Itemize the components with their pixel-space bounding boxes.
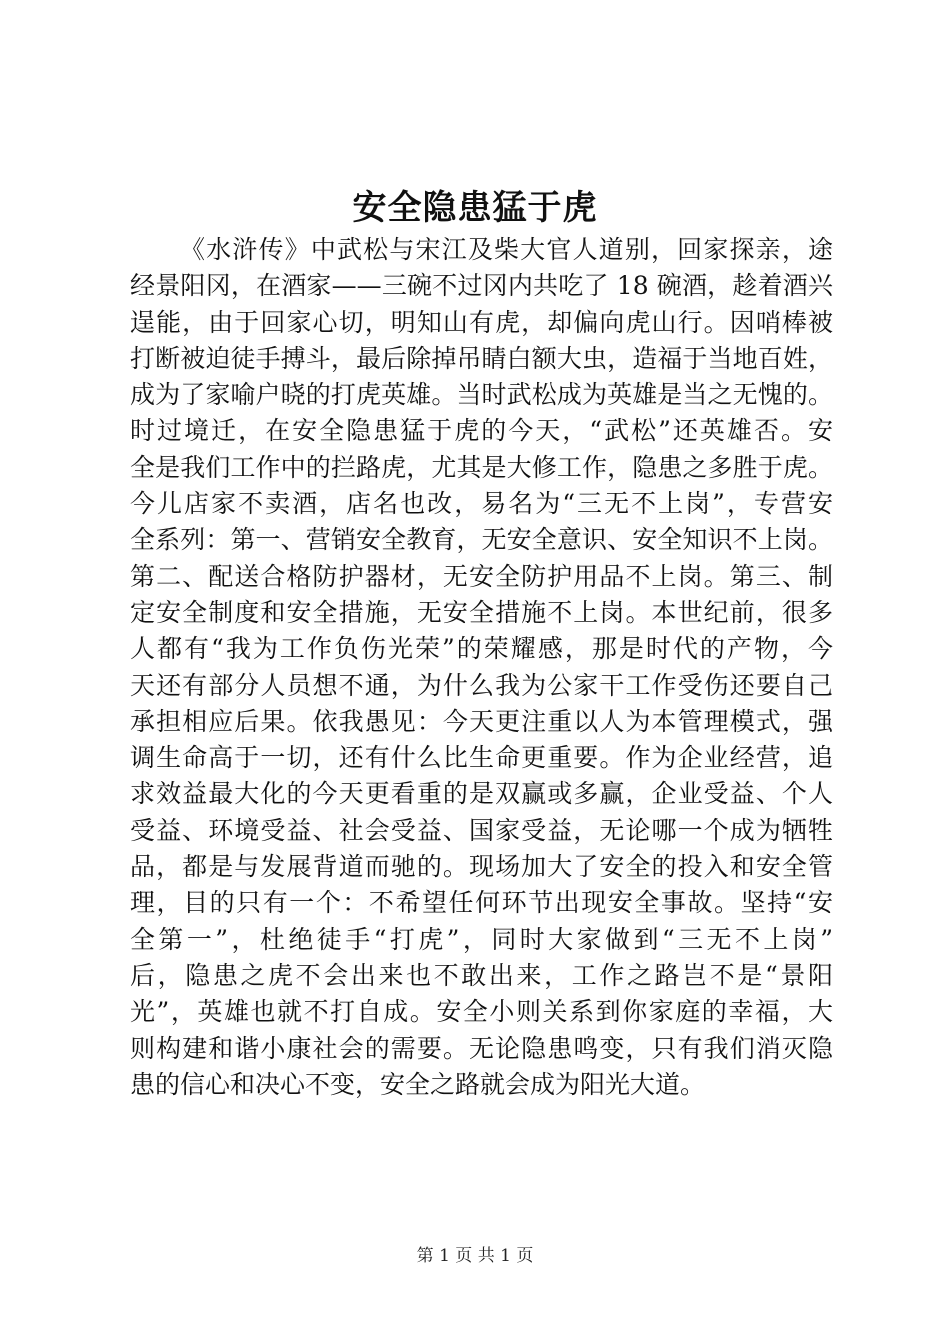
body-line: 全第一”，杜绝徒手“打虎”，同时大家做到“三无不上岗” xyxy=(130,924,833,954)
body-line: 光”，英雄也就不打自成。安全小则关系到你家庭的幸福，大 xyxy=(130,997,833,1027)
body-line: 后，隐患之虎不会出来也不敢出来，工作之路岂不是“景阳 xyxy=(130,960,833,990)
page-footer: 第 1 页 共 1 页 xyxy=(416,1246,534,1266)
body-line: 逞能，由于回家心切，明知山有虎，却偏向虎山行。因哨棒被 xyxy=(130,307,833,337)
body-line: 品，都是与发展背道而驰的。现场加大了安全的投入和安全管 xyxy=(130,852,833,882)
body-line: 《水浒传》中武松与宋江及柴大官人道别，回家探亲，途 xyxy=(180,235,833,264)
body-line: 理，目的只有一个：不希望任何环节出现安全事故。坚持“安 xyxy=(130,888,833,918)
body-line: 时过境迁，在安全隐患猛于虎的今天，“武松”还英雄否。安 xyxy=(130,416,833,446)
body-line: 天还有部分人员想不通，为什么我为公家干工作受伤还要自己 xyxy=(130,670,833,700)
document-title: 安全隐患猛于虎 xyxy=(352,188,598,228)
body-line: 患的信心和决心不变，安全之路就会成为阳光大道。 xyxy=(130,1069,706,1099)
body-line: 打断被迫徒手搏斗，最后除掉吊睛白额大虫，造福于当地百姓， xyxy=(130,343,833,373)
body-line: 今儿店家不卖酒，店名也改，易名为“三无不上岗”，专营安 xyxy=(130,489,833,519)
body-line: 求效益最大化的今天更看重的是双赢或多赢，企业受益、个人 xyxy=(130,779,833,809)
document-body xyxy=(130,232,833,1103)
body-line: 全是我们工作中的拦路虎，尤其是大修工作，隐患之多胜于虎。 xyxy=(130,452,833,482)
body-line: 经景阳冈，在酒家——三碗不过冈内共吃了 18 碗酒，趁着酒兴 xyxy=(130,271,833,301)
body-line: 定安全制度和安全措施，无安全措施不上岗。本世纪前，很多 xyxy=(130,597,833,627)
body-line: 成为了家喻户晓的打虎英雄。当时武松成为英雄是当之无愧的。 xyxy=(130,380,833,410)
body-line: 则构建和谐小康社会的需要。无论隐患鸣变，只有我们消灭隐 xyxy=(130,1033,833,1063)
body-line: 人都有“我为工作负伤光荣”的荣耀感，那是时代的产物，今 xyxy=(130,634,833,664)
body-line: 受益、环境受益、社会受益、国家受益，无论哪一个成为牺牲 xyxy=(130,815,833,845)
body-line: 承担相应后果。依我愚见：今天更注重以人为本管理模式，强 xyxy=(130,706,833,736)
body-line: 第二、配送合格防护器材，无安全防护用品不上岗。第三、制 xyxy=(130,561,833,591)
body-line: 调生命高于一切，还有什么比生命更重要。作为企业经营，追 xyxy=(130,743,833,773)
body-line: 全系列：第一、营销安全教育，无安全意识、安全知识不上岗。 xyxy=(130,525,833,555)
